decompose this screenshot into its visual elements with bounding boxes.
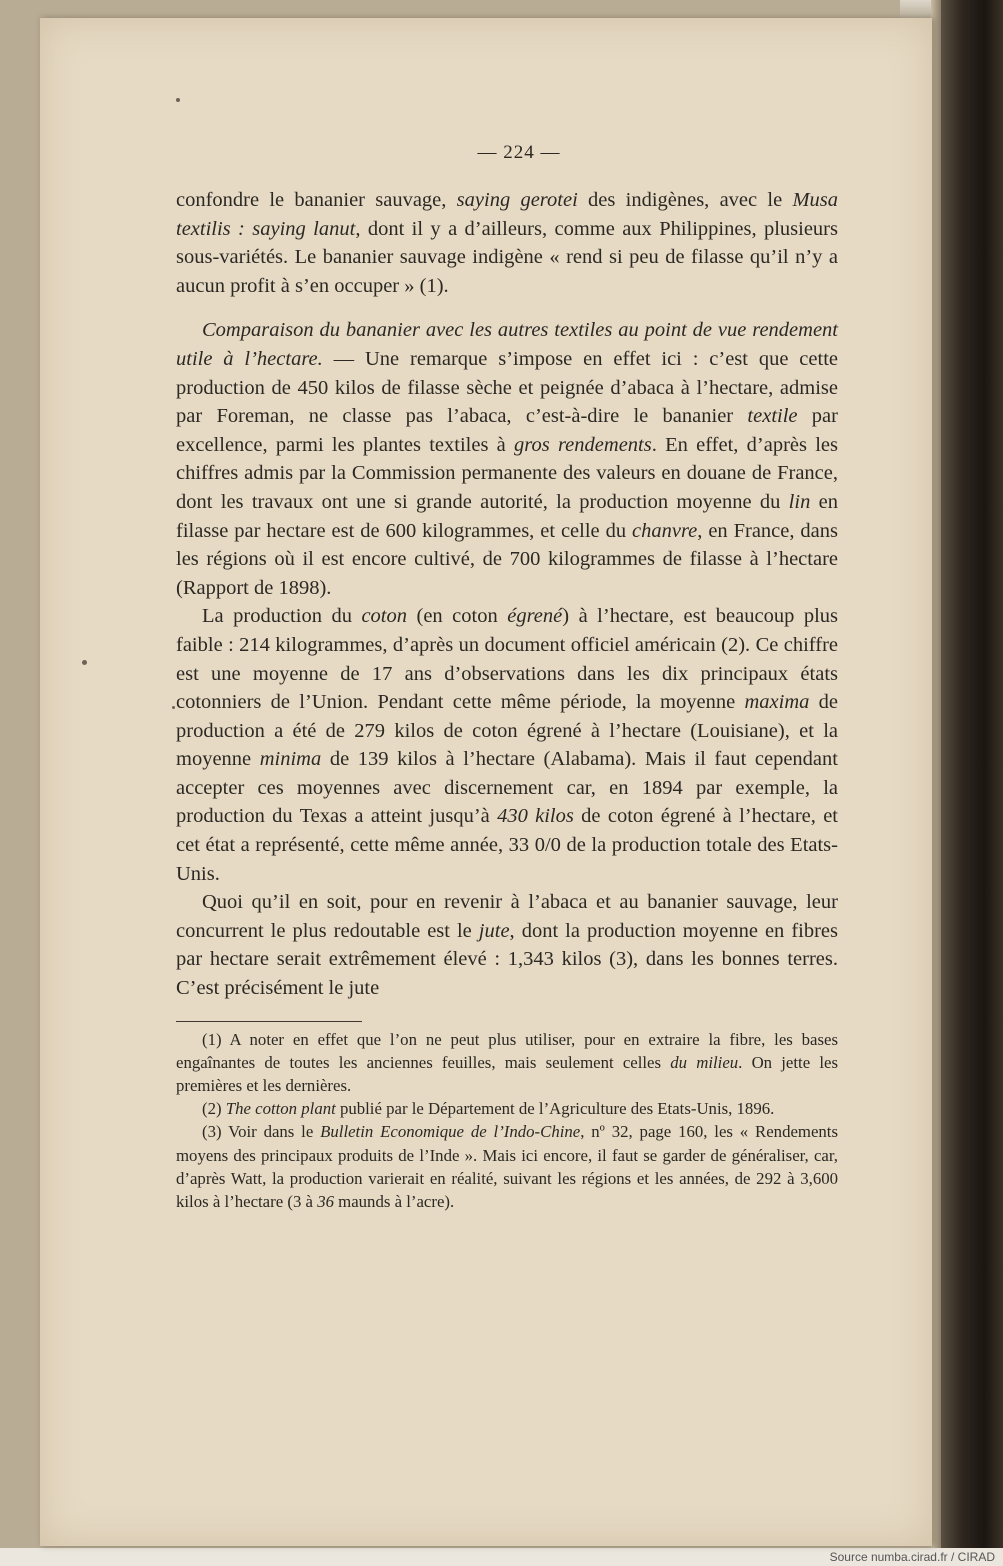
footnote <box>176 1120 838 1213</box>
text-run: , dont il y a d’ailleurs, comme aux Philippines, plusieurs sous-variétés. Le bananier sauvage indigène « rend si peu de filasse qu’il n’y a aucun profit à s’en occuper » (1). <box>176 217 838 297</box>
text-run: en filasse par hectare est de 600 kilogrammes, et celle du <box>176 490 838 542</box>
italic-run: gros rendements <box>514 433 652 456</box>
text-run: La production du <box>202 605 362 628</box>
page-number: — 224 — <box>477 142 561 163</box>
page-content <box>176 142 838 1213</box>
italic-run: égrené <box>507 605 563 628</box>
italic-run: Bulletin Economique de l’Indo-Chine <box>320 1122 581 1142</box>
text-run: de 139 kilos à l’hectare (Alabama). Mais il faut cependant accepter ces moyennes avec discernement car, en 1894 par exemple, la production du Texas a atteint jusqu’à <box>176 748 838 828</box>
footnote <box>176 1097 838 1120</box>
text-run: confondre le bananier sauvage, <box>176 189 457 211</box>
text-run: (3) Voir dans le <box>202 1122 321 1142</box>
italic-run: saying gerotei <box>456 189 578 211</box>
text-run: . On jette les premières et les dernières. <box>176 1052 838 1096</box>
italic-run: du milieu <box>670 1052 739 1072</box>
body-text <box>176 186 838 1003</box>
book-spine-edge <box>931 0 941 1548</box>
italic-run: chanvre <box>632 519 698 542</box>
ink-speck <box>172 706 175 709</box>
text-run: , en France, dans les régions où il est encore cultivé, de 700 kilogrammes de filasse à l’hectare (Rapport de 1898). <box>176 519 838 599</box>
text-run: , nº 32, page 160, les « Rendements moyens des principaux produits de l’Inde ». Mais ici encore, il faut se garder de généraliser, car, d’après Watt, la production varierait en réalité, suivant les régions et les années, de 292 à 3,600 kilos à l’hectare (3 à <box>176 1122 838 1212</box>
text-run: . En effet, d’après les chiffres admis par la Commission permanente des valeurs en douane de France, dont les travaux ont une si grande autorité, la production moyenne du <box>176 433 838 513</box>
italic-run: 36 <box>317 1192 334 1212</box>
italic-run: coton <box>361 605 407 628</box>
text-run: (1) A noter en effet que l’on ne peut plus utiliser, pour en extraire la fibre, les bases engaînantes de toutes les anciennes feuilles, mais seulement celles <box>176 1029 838 1072</box>
italic-run: Comparaison du bananier avec les autres textiles au point de vue rendement utile à l’hectare. <box>176 319 838 370</box>
text-run: de coton égrené à l’hectare, et cet état a représenté, cette même année, 33 0/0 de la production totale des Etats-Unis. <box>176 805 839 885</box>
book-spine <box>941 0 1003 1548</box>
ink-speck <box>176 98 180 102</box>
text-run: publié par le Département de l’Agriculture des Etats-Unis, 1896. <box>335 1099 775 1119</box>
paragraph-section-heading <box>176 316 838 602</box>
paragraph <box>176 186 838 300</box>
italic-run: Musa textilis : saying lanut <box>176 189 839 240</box>
italic-run: maxima <box>744 691 810 714</box>
paragraph <box>176 602 838 888</box>
text-run: — Une remarque s’impose en effet ici : c’est que cette production de 450 kilos de filasse sèche et peignée d’abaca à l’hectare, admise par Foreman, ne classe pas l’abaca, c’est-à-dire le bananier <box>176 347 838 428</box>
text-run: ) à l’hectare, est beaucoup plus faible : 214 kilogrammes, d’après un document officiel américain (2). Ce chiffre est une moyenne de 17 ans d’observations dans les dix principaux états cotonniers de l’Union. Pendant cette même période, la moyenne <box>176 605 838 714</box>
italic-run: minima <box>259 748 322 771</box>
text-run: par excellence, parmi les plantes textiles à <box>176 405 838 456</box>
footnote <box>176 1028 838 1098</box>
footnote-separator <box>176 1021 362 1022</box>
italic-run: The cotton plant <box>225 1099 336 1119</box>
text-run: Quoi qu’il en soit, pour en revenir à l’abaca et au bananier sauvage, leur concurrent le plus redoutable est le <box>176 891 838 942</box>
paragraph <box>176 888 838 1002</box>
text-run: de production a été de 279 kilos de coton égrené à l’hectare (Louisiane), et la moyenne <box>176 691 838 771</box>
italic-run: textile <box>747 405 798 428</box>
text-run: (en coton <box>407 605 508 628</box>
ink-speck <box>82 660 87 665</box>
text-run: , dont la production moyenne en fibres par hectare serait extrêmement élevé : 1,343 kilos (3), dans les bonnes terres. C’est précisément le jute <box>176 919 838 1000</box>
italic-run: jute <box>478 919 510 942</box>
text-run: des indigènes, avec le <box>577 189 793 211</box>
text-run: maunds à l’acre). <box>333 1192 455 1212</box>
italic-run: 430 kilos <box>497 805 574 828</box>
text-run: (2) <box>202 1099 226 1119</box>
footnotes <box>176 1028 838 1214</box>
source-credit: Source numba.cirad.fr / CIRAD <box>829 1550 995 1564</box>
italic-run: lin <box>788 490 811 513</box>
